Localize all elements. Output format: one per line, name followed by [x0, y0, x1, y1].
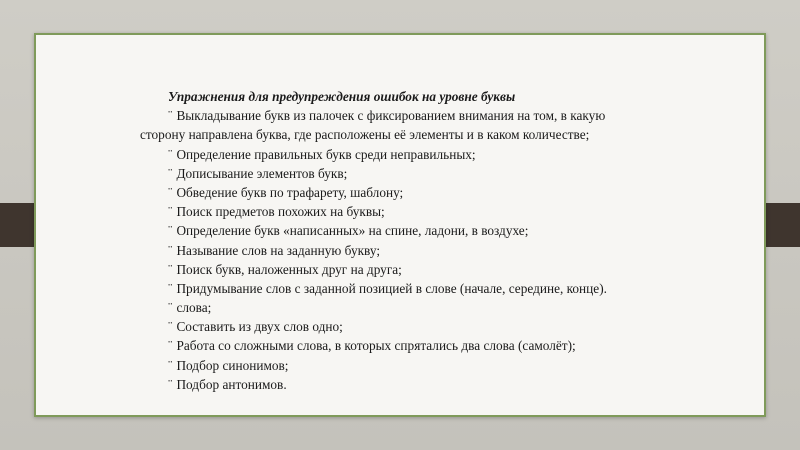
- list-item-text: Поиск предметов похожих на буквы;: [176, 204, 385, 220]
- bullet-icon: ¨: [168, 242, 173, 258]
- heading: Упражнения для предупреждения ошибок на уровне буквы: [168, 89, 516, 104]
- list-item-text: Определение букв «написанных» на спине, ладони, в воздухе;: [176, 223, 529, 239]
- list-item-text: Работа со сложными слова, в которых спрятались два слова (самолёт);: [176, 338, 576, 354]
- list-item: [140, 336, 700, 355]
- list-item: [140, 221, 700, 240]
- list-item-text: Дописывание элементов букв;: [176, 165, 348, 181]
- list-item: [140, 183, 700, 202]
- list-item: [140, 164, 700, 183]
- list-item: [140, 145, 700, 164]
- list-item: [140, 279, 700, 298]
- bullet-icon: ¨: [168, 184, 173, 200]
- content-frame: [34, 33, 766, 417]
- bullet-icon: ¨: [168, 261, 173, 277]
- bullet-icon: ¨: [168, 165, 173, 181]
- list-item-text: слова;: [176, 300, 212, 316]
- list-item: [140, 106, 700, 125]
- list-item-text: Поиск букв, наложенных друг на друга;: [176, 261, 402, 277]
- list-item-text: Обведение букв по трафарету, шаблону;: [176, 184, 404, 200]
- text-block: [140, 87, 700, 394]
- bullet-icon: ¨: [168, 146, 173, 162]
- bullet-icon: ¨: [168, 357, 173, 373]
- list-item: [140, 202, 700, 221]
- list-item-continuation: сторону направлена буква, где расположены её элементы и в каком количестве;: [140, 127, 590, 143]
- list-item: [140, 260, 700, 279]
- list-item-text: Составить из двух слов одно;: [176, 319, 343, 335]
- list-item-text: Подбор антонимов.: [176, 376, 287, 392]
- list-item-text: Подбор синонимов;: [176, 357, 289, 373]
- list-item: [140, 298, 700, 317]
- list-item-text: Выкладывание букв из палочек с фиксированием внимания на том, в какую: [176, 108, 606, 124]
- list-item-text: Определение правильных букв среди неправильных;: [176, 146, 476, 162]
- bullet-icon: ¨: [168, 319, 173, 335]
- bullet-icon: ¨: [168, 300, 173, 316]
- list-item-text: Называние слов на заданную букву;: [176, 242, 381, 258]
- bullet-icon: ¨: [168, 108, 173, 124]
- bullet-icon: ¨: [168, 338, 173, 354]
- bullet-icon: ¨: [168, 376, 173, 392]
- bullet-icon: ¨: [168, 280, 173, 296]
- list-item: [140, 317, 700, 336]
- bullet-icon: ¨: [168, 223, 173, 239]
- list-item-text: Придумывание слов с заданной позицией в слове (начале, середине, конце).: [176, 280, 607, 296]
- list-item: [140, 241, 700, 260]
- bullet-icon: ¨: [168, 204, 173, 220]
- list-item: [140, 375, 700, 394]
- list-item: [140, 356, 700, 375]
